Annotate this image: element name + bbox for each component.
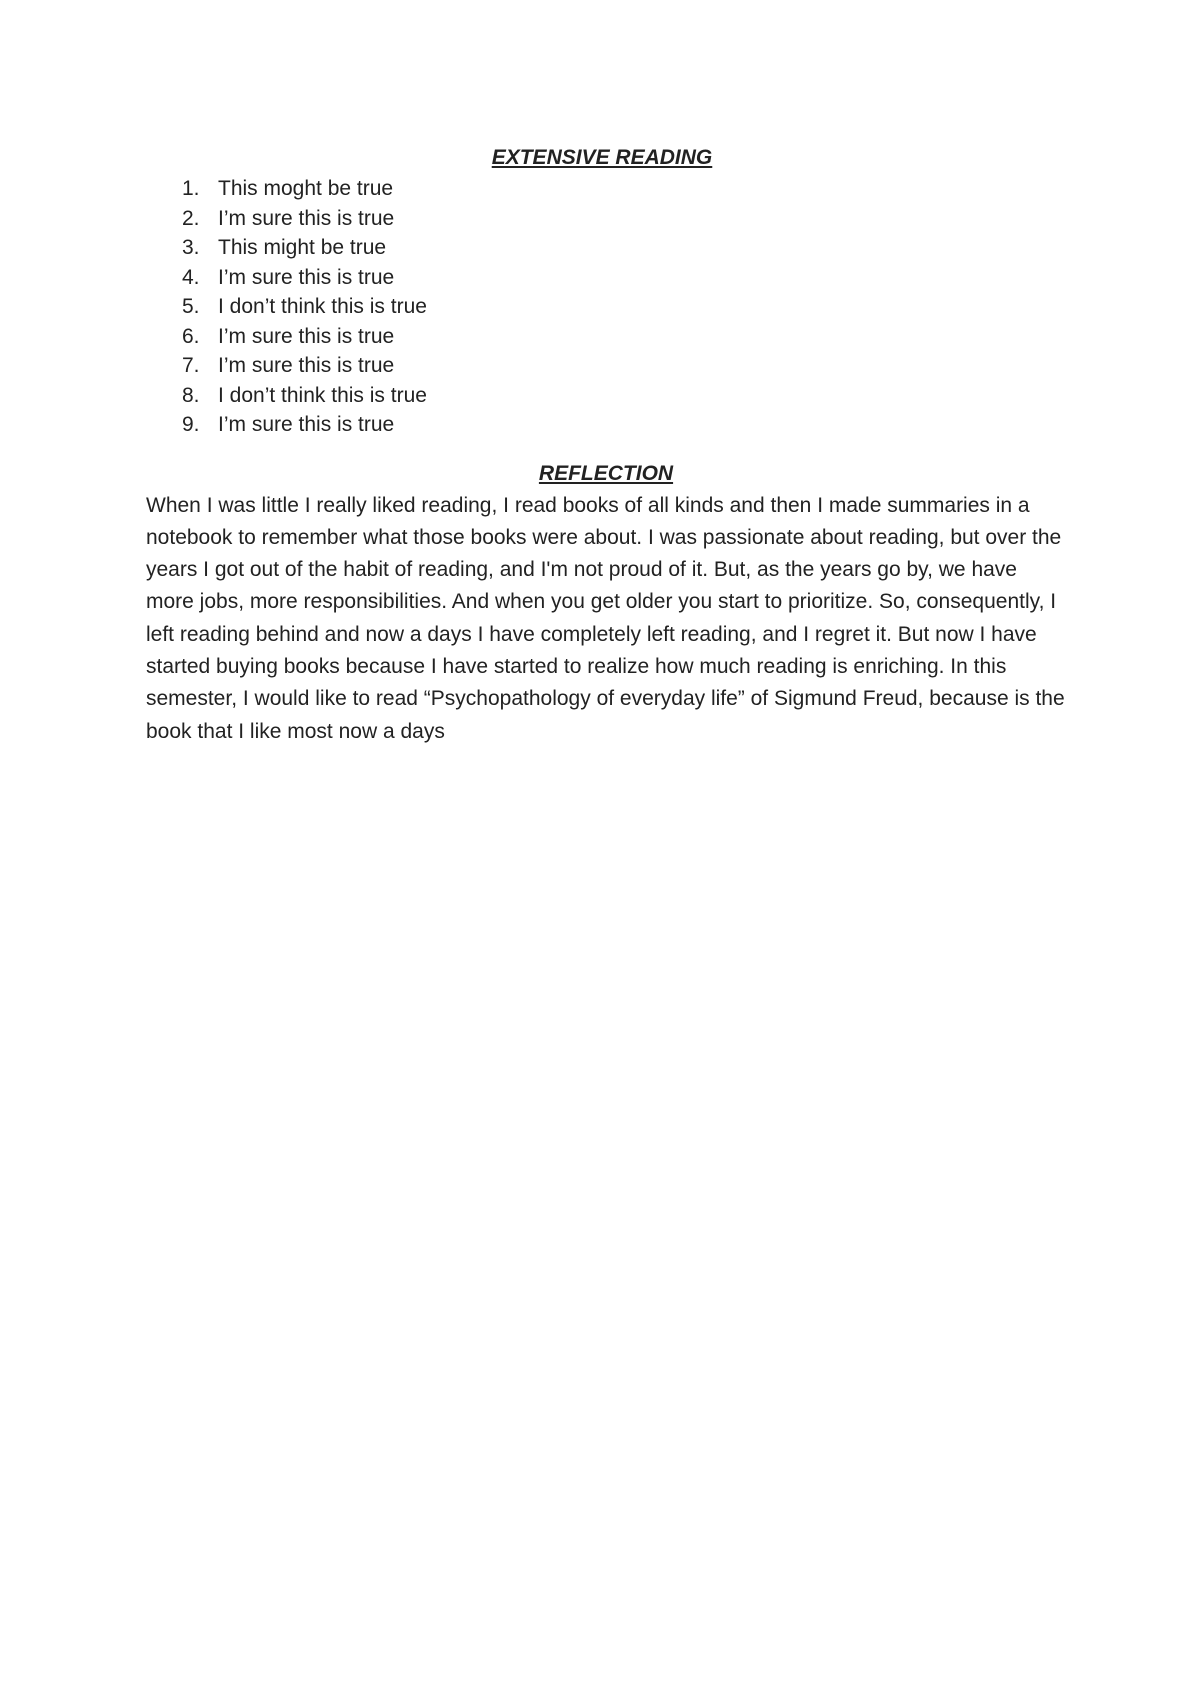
list-item-number: 1. [182, 177, 200, 200]
list-item [182, 322, 1066, 352]
list-item-text: I’m sure this is true [218, 265, 395, 289]
list-item-text: I don’t think this is true [218, 383, 427, 407]
list-item-text: I’m sure this is true [218, 324, 395, 348]
list-item-number: 5. [182, 295, 200, 318]
list-item-text: I’m sure this is true [218, 206, 395, 230]
list-item-number: 9. [182, 413, 200, 436]
list-item [182, 204, 1066, 234]
list-item-number: 8. [182, 383, 200, 407]
list-item-number: 2. [182, 206, 200, 230]
list-item-number: 7. [182, 354, 200, 377]
reflection-paragraph: When I was little I really liked reading, I read books of all kinds and then I made summaries in a notebook to remember what those books were about. I was passionate about reading, but over the years I got out of the habit of reading, and I'm not proud of it. But, as the years go by, we have more jobs, more responsibilities. And when you get older you start to prioritize. So, consequently, I left reading behind and now a days I have completely left reading, and I regret it. But now I have started buying books because I have started to realize how much reading is enriching. In this semester, I would like to read “Psychopathology of everyday life” of Sigmund Freud, because is the book that I like most now a days [146, 493, 1065, 743]
list-item-text: This might be true [218, 236, 387, 259]
list-item-text: I’m sure this is true [218, 354, 395, 377]
list-item-text: I’m sure this is true [218, 413, 395, 436]
document-content [146, 144, 1066, 748]
list-item-text: This moght be true [218, 177, 394, 200]
list-item [182, 174, 1066, 204]
answers-list [146, 174, 1066, 440]
list-item [182, 351, 1066, 381]
heading-extensive-reading: EXTENSIVE READING [491, 146, 713, 169]
list-item-text: I don’t think this is true [218, 295, 427, 318]
list-item-number: 3. [182, 236, 200, 259]
list-item [182, 381, 1066, 411]
list-item-number: 6. [182, 324, 200, 348]
list-item [182, 233, 1066, 263]
list-item-number: 4. [182, 265, 200, 289]
list-item [182, 410, 1066, 440]
list-item [182, 263, 1066, 293]
list-item [182, 292, 1066, 322]
heading-reflection: REFLECTION [538, 461, 674, 485]
